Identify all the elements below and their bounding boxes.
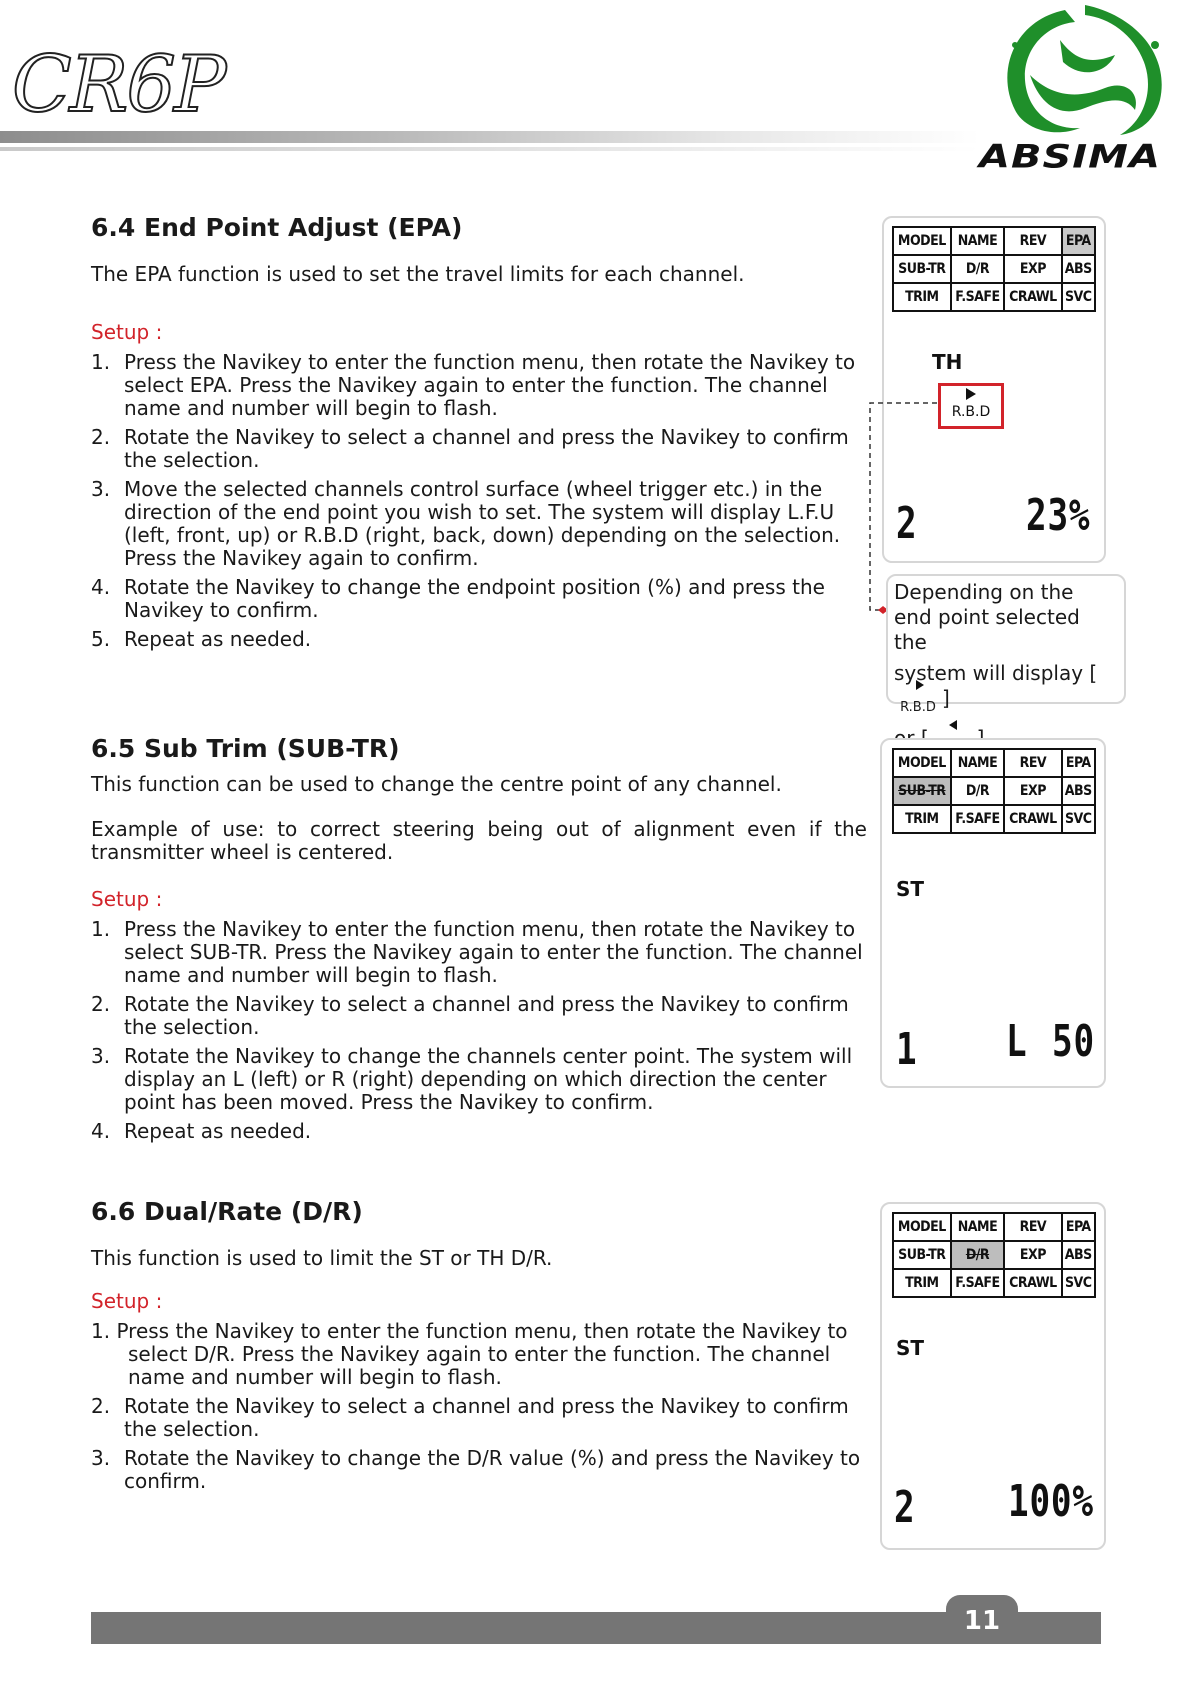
subtrim-setup-label: Setup : bbox=[91, 887, 163, 911]
menu-item-dr: D/R bbox=[951, 777, 1005, 805]
lcd-screen-dualrate bbox=[880, 1202, 1106, 1550]
menu-item-abs: ABS bbox=[1062, 1241, 1095, 1269]
absima-logo: ABSIMA bbox=[979, 138, 1161, 176]
menu-item-crawl: CRAWL bbox=[1004, 1269, 1061, 1297]
right-arrow-icon bbox=[966, 388, 976, 400]
epa-setup-label: Setup : bbox=[91, 320, 163, 344]
subtrim-direction: L bbox=[1006, 1016, 1028, 1067]
menu-item-name: NAME bbox=[951, 227, 1005, 255]
section-title-subtrim: 6.5 Sub Trim (SUB-TR) bbox=[91, 734, 400, 763]
menu-item-name: NAME bbox=[951, 1213, 1005, 1241]
menu-item-rev: REV bbox=[1004, 227, 1061, 255]
header-bar-thin bbox=[0, 147, 980, 151]
list-item: 3. Rotate the Navikey to change the channels center point. The system will display an L (left) or R (right) depending on which direction the center point has been moved. Press the Navikey to confirm. bbox=[91, 1044, 853, 1114]
list-item: 4. Repeat as needed. bbox=[91, 1119, 312, 1143]
channel-number: 2 bbox=[896, 498, 918, 549]
subtrim-intro: This function can be used to change the centre point of any channel. bbox=[91, 772, 782, 796]
dualrate-intro: This function is used to limit the ST or TH D/R. bbox=[91, 1246, 553, 1270]
menu-item-crawl: CRAWL bbox=[1004, 805, 1061, 833]
menu-item-trim: TRIM bbox=[893, 805, 951, 833]
header-bar bbox=[0, 131, 980, 143]
subtrim-steps bbox=[91, 918, 867, 1149]
menu-item-dr: D/R bbox=[951, 255, 1005, 283]
absima-emblem-icon bbox=[955, 0, 1185, 140]
list-item: 1. Press the Navikey to enter the function menu, then rotate the Navikey to select SUB-TR. Press the Navikey again to enter the function. The channel name and number will begin to flash. bbox=[91, 917, 863, 987]
epa-steps bbox=[91, 351, 867, 657]
menu-item-rev: REV bbox=[1004, 1213, 1061, 1241]
list-item: 4. Rotate the Navikey to change the endpoint position (%) and press the Navikey to confirm. bbox=[91, 575, 825, 622]
menu-item-sub-tr: SUB-TR bbox=[893, 777, 951, 805]
menu-item-model: MODEL bbox=[893, 749, 951, 777]
menu-item-rev: REV bbox=[1004, 749, 1061, 777]
menu-item-trim: TRIM bbox=[893, 283, 951, 311]
menu-item-exp: EXP bbox=[1004, 777, 1061, 805]
function-menu bbox=[892, 226, 1096, 312]
menu-item-dr: D/R bbox=[951, 1241, 1005, 1269]
menu-item-name: NAME bbox=[951, 749, 1005, 777]
note-line: Depending on the bbox=[894, 580, 1074, 604]
note-line: end point selected the bbox=[894, 605, 1080, 654]
function-menu bbox=[892, 1212, 1096, 1298]
dualrate-value: 100% bbox=[1008, 1476, 1094, 1527]
menu-item-crawl: CRAWL bbox=[1004, 283, 1061, 311]
menu-item-sub-tr: SUB-TR bbox=[893, 255, 951, 283]
channel-name: ST bbox=[896, 877, 925, 901]
subtrim-value: 50 bbox=[1052, 1016, 1095, 1067]
channel-name: TH bbox=[932, 350, 963, 374]
direction-label: R.B.D bbox=[951, 404, 991, 420]
epa-intro: The EPA function is used to set the travel limits for each channel. bbox=[91, 262, 745, 286]
callout-note bbox=[886, 574, 1126, 715]
list-item: 2. Rotate the Navikey to select a channel and press the Navikey to confirm the selection. bbox=[91, 992, 849, 1039]
page-number: 11 bbox=[946, 1595, 1018, 1644]
direction-indicator bbox=[938, 383, 1004, 429]
menu-item-svc: SVC bbox=[1062, 1269, 1095, 1297]
menu-item-model: MODEL bbox=[893, 1213, 951, 1241]
channel-number: 1 bbox=[896, 1024, 918, 1075]
list-item: 2. Rotate the Navikey to select a channel and press the Navikey to confirm the selection. bbox=[91, 425, 849, 472]
list-item: 5. Repeat as needed. bbox=[91, 627, 312, 651]
channel-number: 2 bbox=[894, 1482, 916, 1533]
menu-item-abs: ABS bbox=[1062, 777, 1095, 805]
menu-item-fsafe: F.SAFE bbox=[951, 1269, 1005, 1297]
menu-item-svc: SVC bbox=[1062, 283, 1095, 311]
menu-item-fsafe: F.SAFE bbox=[951, 805, 1005, 833]
menu-item-trim: TRIM bbox=[893, 1269, 951, 1297]
cr6p-logo: CR6P bbox=[12, 40, 225, 130]
menu-item-abs: ABS bbox=[1062, 255, 1095, 283]
menu-item-exp: EXP bbox=[1004, 255, 1061, 283]
menu-item-fsafe: F.SAFE bbox=[951, 283, 1005, 311]
list-item: 1. Press the Navikey to enter the function menu, then rotate the Navikey to select EPA. Press the Navikey again to enter the function. The channel name and number will begin to flash. bbox=[91, 350, 856, 420]
left-arrow-icon bbox=[949, 720, 957, 730]
menu-item-svc: SVC bbox=[1062, 805, 1095, 833]
subtrim-example: Example of use: to correct steering being out of alignment even if the transmitter wheel is centered. bbox=[91, 817, 867, 864]
section-title-epa: 6.4 End Point Adjust (EPA) bbox=[91, 213, 463, 242]
list-item: 2. Rotate the Navikey to select a channel and press the Navikey to confirm the selection. bbox=[91, 1394, 849, 1441]
lcd-screen-subtrim bbox=[880, 738, 1106, 1088]
menu-item-epa: EPA bbox=[1062, 227, 1095, 255]
menu-item-sub-tr: SUB-TR bbox=[893, 1241, 951, 1269]
channel-name: ST bbox=[896, 1336, 925, 1360]
dualrate-steps bbox=[91, 1320, 867, 1499]
menu-item-exp: EXP bbox=[1004, 1241, 1061, 1269]
function-menu bbox=[892, 748, 1096, 834]
list-item: 3. Move the selected channels control surface (wheel trigger etc.) in the direction of the end point you wish to set. The system will display L.F.U (left, front, up) or R.B.D (right, back, down) depending on the selection. Press the Navikey again to confirm. bbox=[91, 477, 841, 570]
section-title-dualrate: 6.6 Dual/Rate (D/R) bbox=[91, 1197, 363, 1226]
epa-value: 23% bbox=[1026, 490, 1091, 541]
menu-item-model: MODEL bbox=[893, 227, 951, 255]
dualrate-setup-label: Setup : bbox=[91, 1289, 163, 1313]
menu-item-epa: EPA bbox=[1062, 1213, 1095, 1241]
list-item: 3. Rotate the Navikey to change the D/R value (%) and press the Navikey to confirm. bbox=[91, 1446, 861, 1493]
right-arrow-icon bbox=[916, 680, 924, 690]
list-item: 1. Press the Navikey to enter the function menu, then rotate the Navikey to select D/R. Press the Navikey again to enter the function. The channel name and number will begin to flash. bbox=[91, 1319, 848, 1389]
menu-item-epa: EPA bbox=[1062, 749, 1095, 777]
note-line: system will display [ $_{R.B.D}$ ] bbox=[894, 661, 1098, 715]
